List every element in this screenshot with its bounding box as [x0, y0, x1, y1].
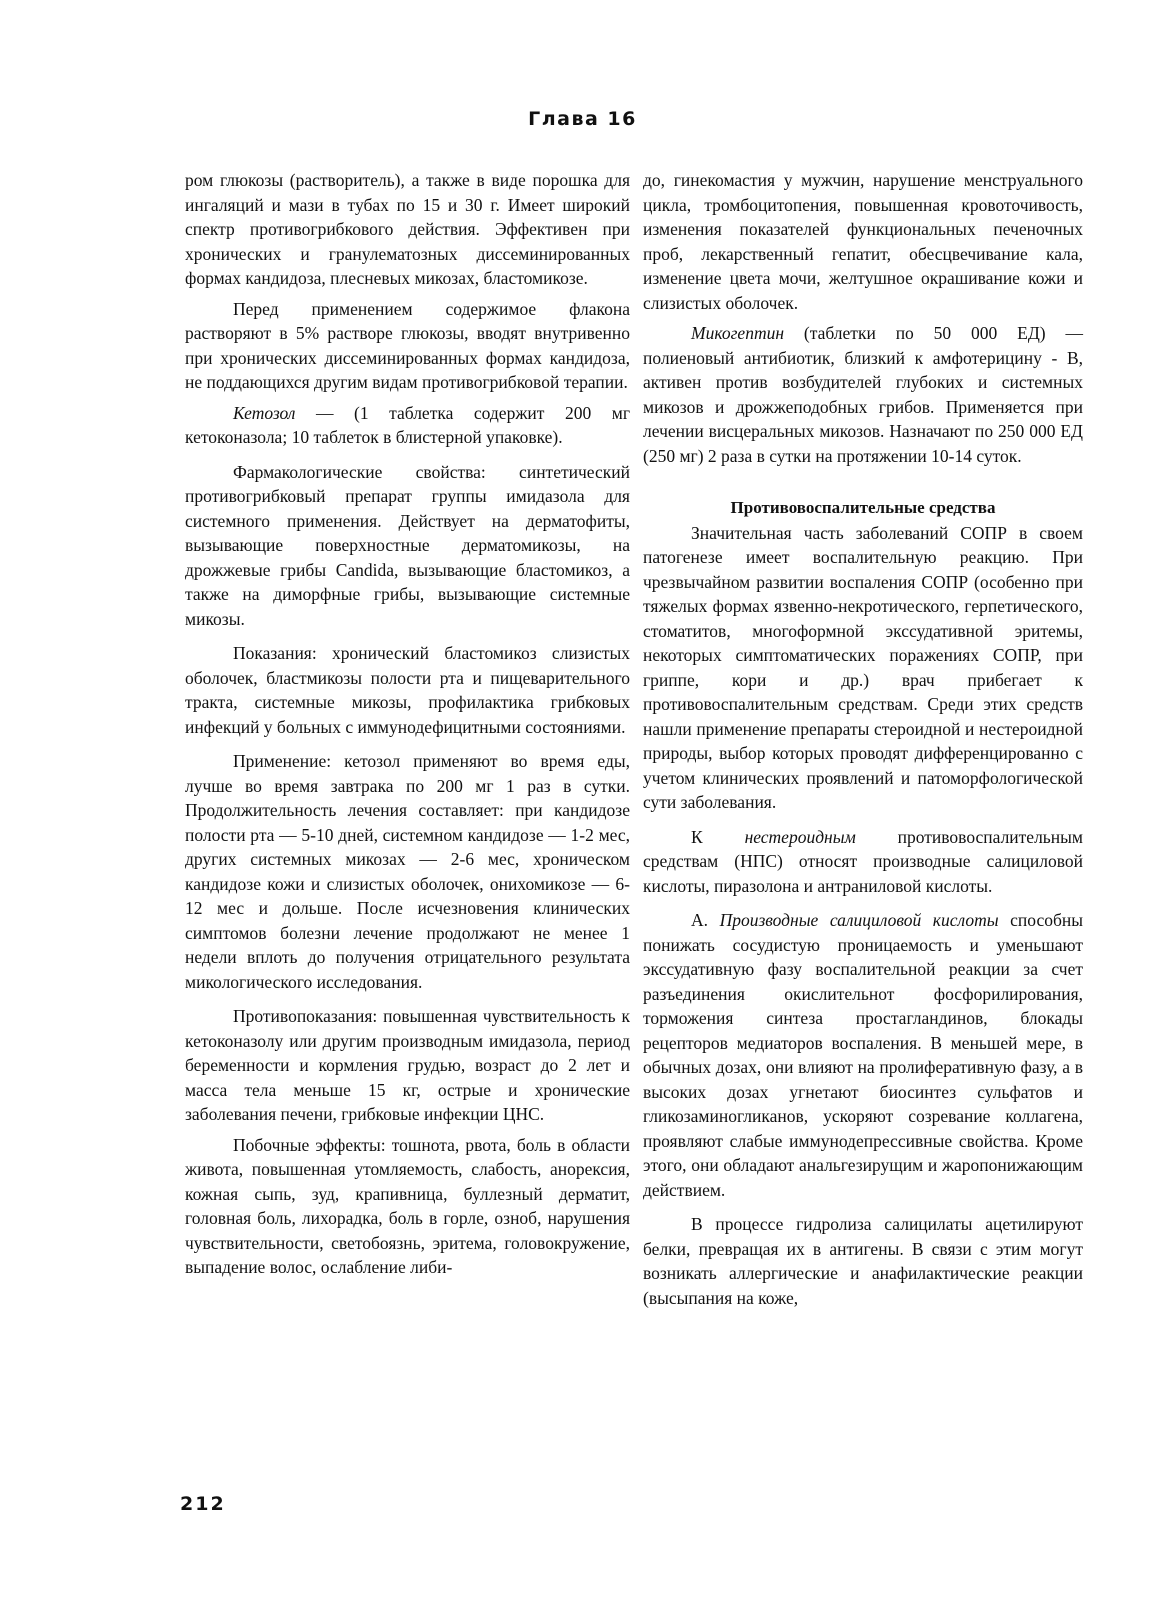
paragraph: В процессе гидролиза салицилаты ацетилируют белки, превращая их в антигены. В связи с этим могут возникать аллергические и анафилактические реакции (высыпания на коже,	[643, 1214, 1083, 1308]
page-number: 212	[180, 1493, 226, 1515]
section-heading: Противовоспалительные средства	[730, 498, 996, 517]
paragraph: ром глюкозы (растворитель), а также в виде порошка для ингаляций и мази в тубах по 15 и 30 г. Имеет широкий спектр противогрибкового действия. Эффективен при хронических и гранулематозных диссеминированных формах кандидоза, плесневых микозах, бластомикозе.	[185, 170, 630, 288]
paragraph: до, гинекомастия у мужчин, нарушение менструального цикла, тромбоцитопения, повышенная кровоточивость, изменения показателей функциональных печеночных проб, лекарственный гепатит, обесцвечивание кала, изменение цвета мочи, желтушное окрашивание кожи и слизистых оболочек.	[643, 170, 1083, 313]
paragraph	[643, 908, 1083, 1202]
emphasis: Производные салициловой кислоты	[719, 910, 999, 930]
chapter-header: Глава 16	[528, 108, 637, 130]
paragraph-text: А.	[691, 910, 720, 930]
paragraph: Значительная часть заболеваний СОПР в своем патогенезе имеет воспалительную реакцию. При чрезвычайном развитии воспаления СОПР (особенно при тяжелых формах язвенно-некротического, герпетического, стоматитов, многоформной экссудативной эритемы, некоторых симптоматических поражениях СОПР, при гриппе, кори и др.) врач прибегает к противовоспалительным средствам. Среди этих средств нашли применение препараты стероидной и нестероидной природы, выбор которых проводят дифференцированно с учетом клинических проявлений и патоморфологической сути заболевания.	[643, 522, 1083, 812]
paragraph	[643, 321, 1083, 468]
paragraph: Побочные эффекты: тошнота, рвота, боль в области живота, повышенная утомляемость, слабость, анорексия, кожная сыпь, зуд, крапивница, буллезный дерматит, головная боль, лихорадка, боль в горле, озноб, нарушения чувствительности, светобоязнь, эритема, головокружение, выпадение волос, ослабление либи-	[185, 1134, 630, 1277]
paragraph-text: противовоспалительным средствам (НПС) относят производные салициловой кислоты, пиразолона и антраниловой кислоты.	[643, 826, 1083, 896]
paragraph: Показания: хронический бластомикоз слизистых оболочек, бластмикозы полости рта и пищеварительного тракта, системные микозы, профилактика грибковых инфекций у больных с иммунодефицитными состояниями.	[185, 643, 630, 737]
paragraph-text: — (1 таблетка содержит 200 мг кетоконазола; 10 таблеток в блистерной упаковке).	[185, 402, 630, 447]
drug-name: Кетозол	[233, 402, 296, 423]
paragraph: Применение: кетозол применяют во время еды, лучше во время завтрака по 200 мг 1 раз в сутки. Продолжительность лечения составляет: при кандидозе полости рта — 5-10 дней, системном кандидозе — 1-2 мес, других системных микозах — 2-6 мес, хроническом кандидозе кожи и слизистых оболочек, онихомикозе — 6-12 мес и дольше. После исчезновения клинических симптомов болезни лечение продолжают не менее 1 недели вплоть до получения отрицательного результата микологического исследования.	[185, 751, 630, 992]
paragraph: Перед применением содержимое флакона растворяют в 5% растворе глюкозы, вводят внутривенно при хронических диссеминированных формах кандидоза, не поддающихся другим видам противогрибковой терапии.	[185, 298, 630, 392]
emphasis: нестероидным	[744, 826, 856, 847]
right-column	[643, 168, 1083, 1316]
left-column	[185, 168, 630, 1286]
drug-name: Микогептин	[691, 323, 785, 343]
paragraph	[643, 825, 1083, 899]
paragraph: Фармакологические свойства: синтетический противогрибковый препарат группы имидазола для системного применения. Действует на дерматофиты, вызывающие поверхностные дерматомикозы, на дрожжевые грибы Candida, вызывающие бластомикоз, а также на диморфные грибы, вызывающие системные микозы.	[185, 461, 630, 629]
paragraph-text: способны понижать сосудистую проницаемость и уменьшают экссудативную фазу воспалительной реакции за счет разъединения окислительнот фосфорилирования, торможения синтеза простагландинов, блокады рецепторов медиаторов воспаления. В меньшей мере, в обычных дозах, они влияют на пролиферативную фазу, а в высоких дозах угнетают биосинтез сульфатов и гликозаминогликанов, ускоряют созревание коллагена, проявляют слабые иммунодепрессивные свойства. Кроме этого, они обладают анальгезирущим и жаропонижающим действием.	[643, 910, 1083, 1200]
paragraph-text: К	[691, 826, 745, 847]
paragraph: Противопоказания: повышенная чувствительность к кетоконазолу или другим производным имидазола, период беременности и кормления грудью, возраст до 2 лет и масса тела меньше 15 кг, острые и хронические заболевания печени, грибковые инфекции ЦНС.	[185, 1006, 630, 1124]
paragraph-text: (таблетки по 50 000 ЕД) — полиеновый антибиотик, близкий к амфотерицину - В, активен против возбудителей глубоких и системных микозов и дрожжеподобных грибов. Применяется при лечении висцеральных микозов. Назначают по 250 000 ЕД (250 мг) 2 раза в сутки на протяжении 10-14 суток.	[643, 323, 1083, 466]
paragraph	[185, 401, 630, 450]
